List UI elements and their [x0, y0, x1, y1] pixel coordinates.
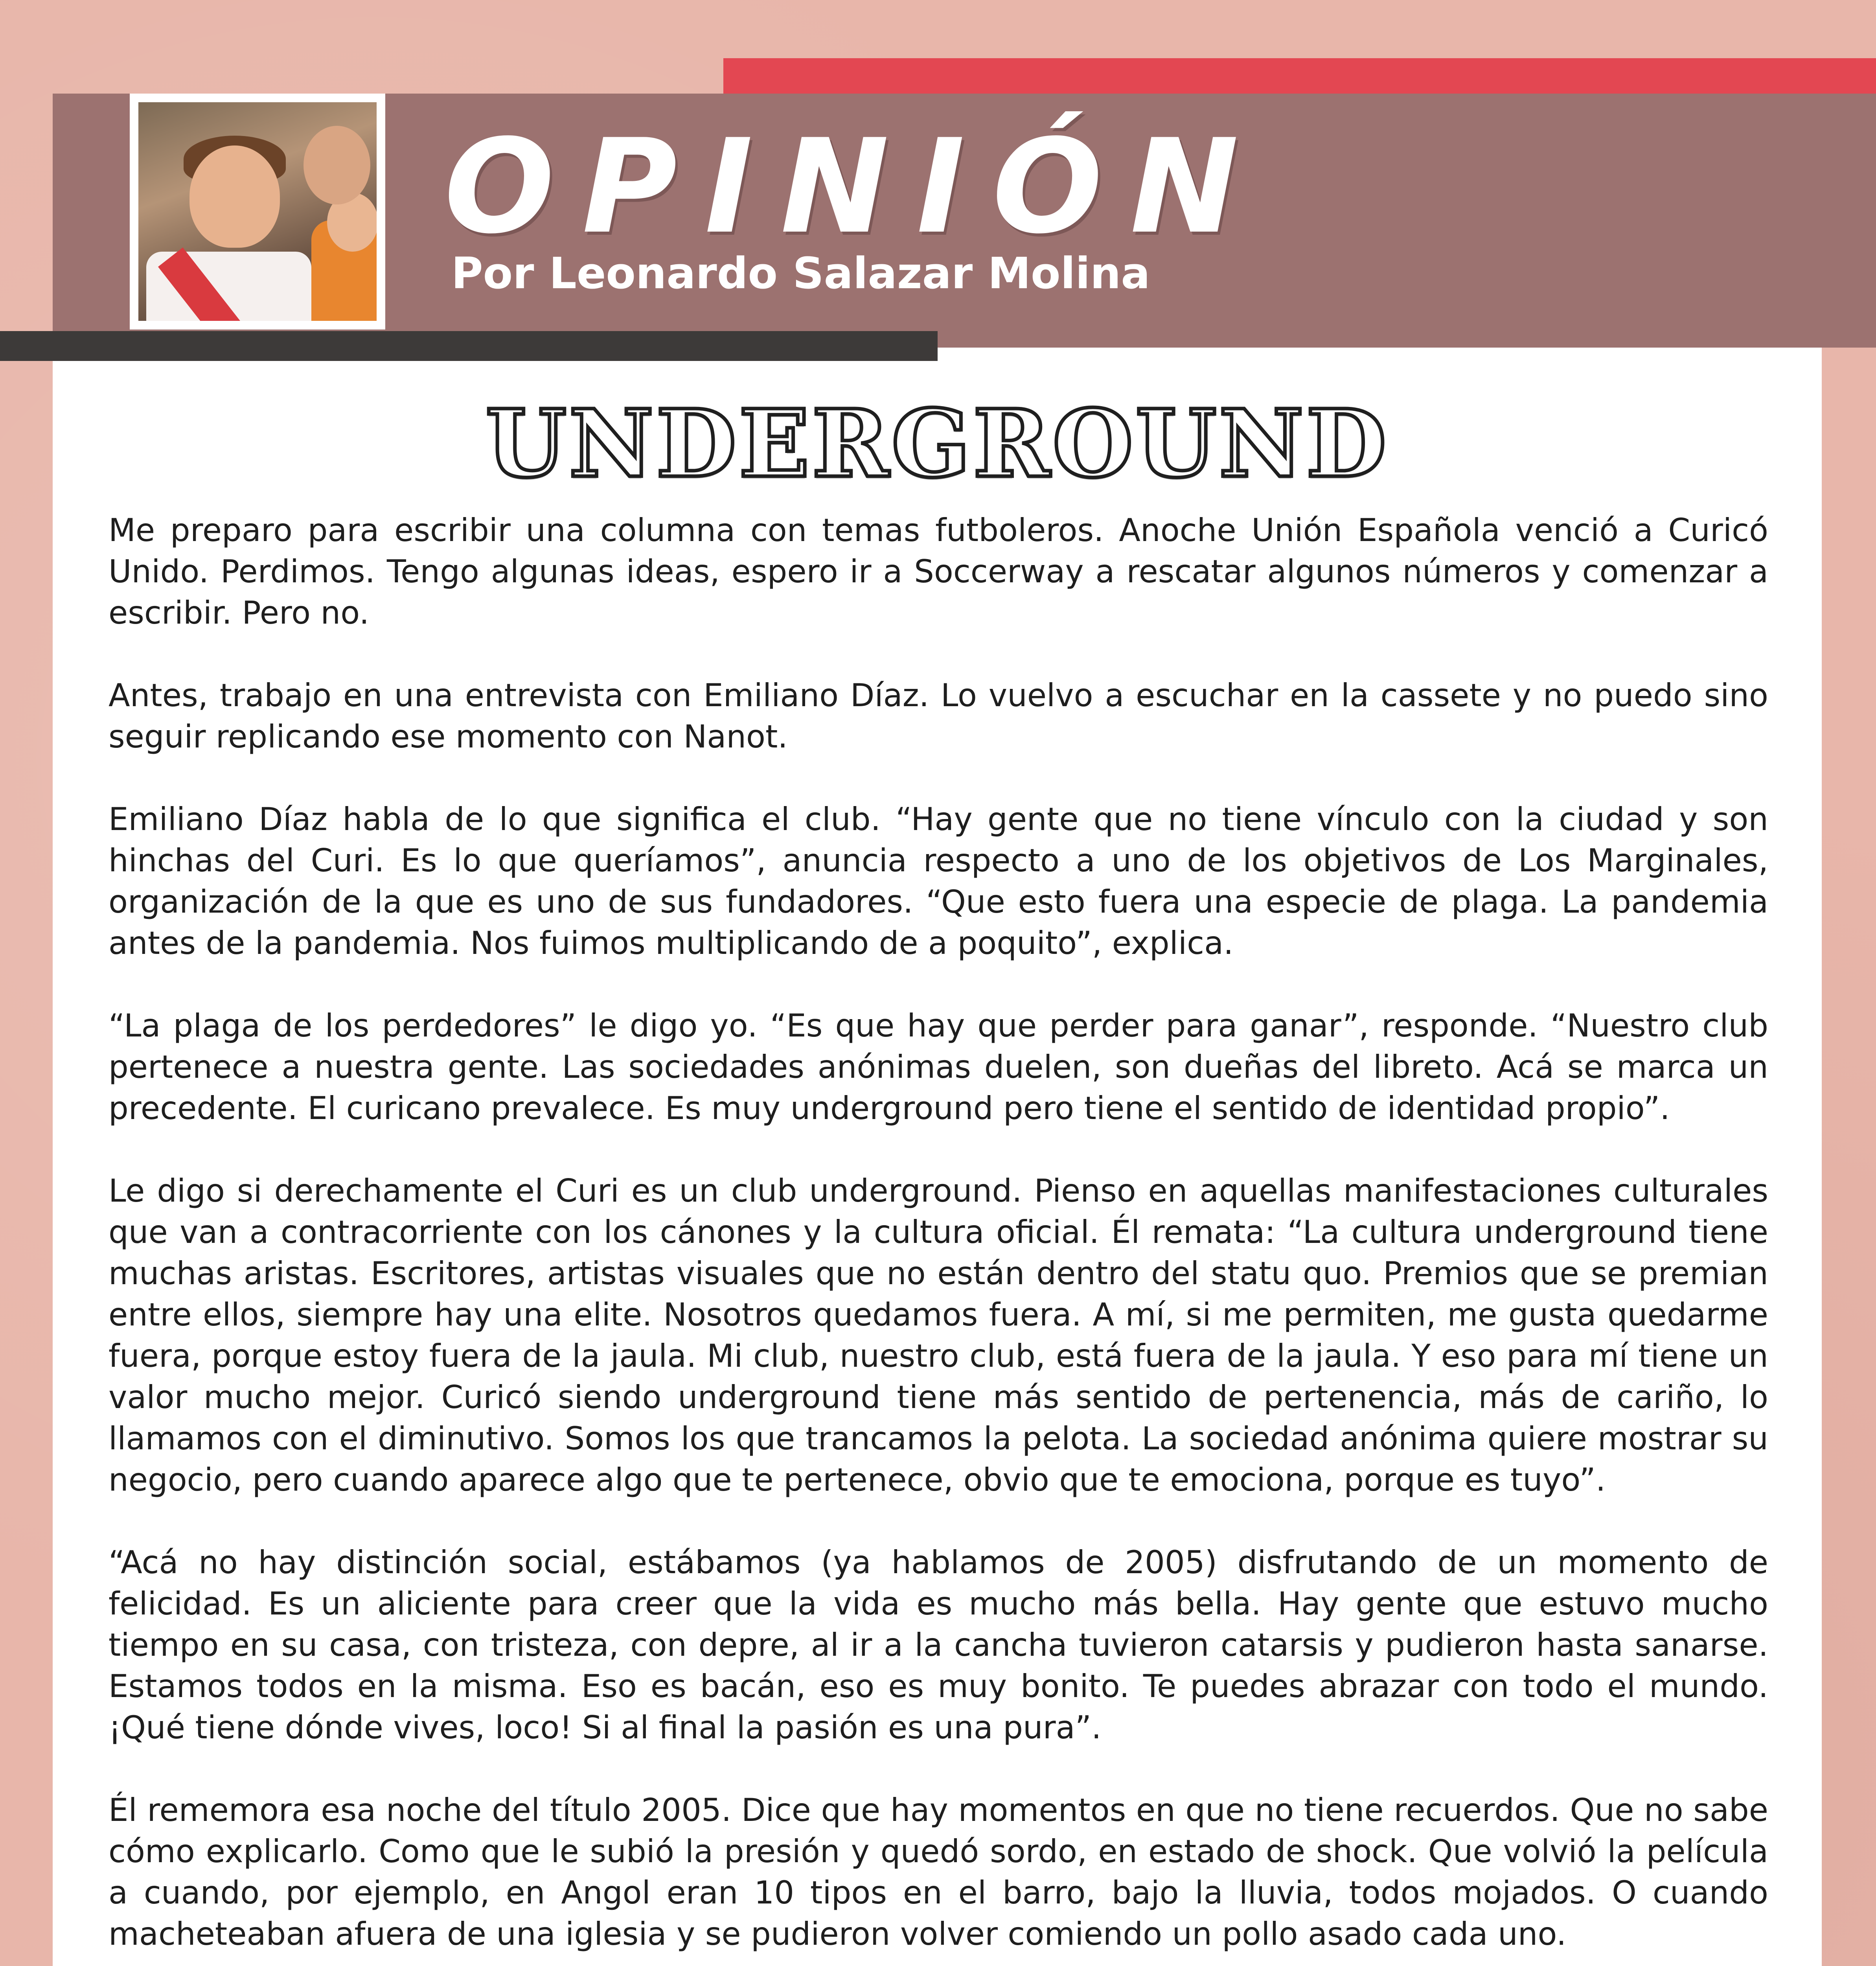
article-paragraph: Le digo si derechamente el Curi es un club underground. Pienso en aquellas manifestaciones culturales que van a contracorriente con los cánones y la cultura oficial. Él remata: “La cultura underground tiene muchas aristas. Escritores, artistas visuales que no están dentro del statu quo. Premios que se premian entre ellos, siempre hay una elite. Nosotros quedamos fuera. A mí, si me permiten, me gusta quedarme fuera, porque estoy fuera de la jaula. Mi club, nuestro club, está fuera de la jaula. Y eso para mí tiene un valor mucho mejor. Curicó siendo underground tiene más sentido de pertenencia, más de cariño, lo llamamos con el diminutivo. Somos los que trancamos la pelota. La sociedad anónima quiere mostrar su negocio, pero cuando aparece algo que te pertenece, obvio que te emociona, porque es tuyo”.: [109, 1173, 1768, 1498]
article-paragraph: Emiliano Díaz habla de lo que significa el club. “Hay gente que no tiene vínculo con la ciudad y son hinchas del Curi. Es lo que queríamos”, anuncia respecto a uno de los objetivos de Los Marginales, organización de la que es uno de sus fundadores. “Que esto fuera una especie de plaga. La pandemia antes de la pandemia. Nos fuimos multiplicando de a poquito”, explica.: [109, 801, 1768, 961]
header-divider-bar: [0, 331, 938, 361]
article-paragraph: Me preparo para escribir una columna con temas futboleros. Anoche Unión Española venció a Curicó Unido. Perdimos. Tengo algunas ideas, espero ir a Soccerway a rescatar algunos números y comenzar a escribir. Pero no.: [109, 512, 1768, 631]
author-photo-image: [138, 102, 377, 321]
article-body: [109, 510, 1768, 1966]
article-headline: UNDERGROUND: [486, 389, 1389, 498]
article-paragraph: Él rememora esa noche del título 2005. Dice que hay momentos en que no tiene recuerdos. Que no sabe cómo explicarlo. Como que le subió la presión y quedó sordo, en estado de shock. Que volvió la película a cuando, por ejemplo, en Angol eran 10 tipos en el barro, bajo la lluvia, todos mojados. O cuando macheteaban afuera de una iglesia y se pudieron volver comiendo un pollo asado cada uno.: [109, 1792, 1768, 1952]
article-paragraph: “La plaga de los perdedores” le digo yo. “Es que hay que perder para ganar”, responde. “Nuestro club pertenece a nuestra gente. Las sociedades anónimas duelen, son dueñas del libreto. Acá se marca un precedente. El curicano prevalece. Es muy underground pero tiene el sentido de identidad propio”.: [109, 1007, 1768, 1127]
author-byline: Por Leonardo Salazar Molina: [451, 248, 1150, 298]
article-paragraph: Antes, trabajo en una entrevista con Emiliano Díaz. Lo vuelvo a escuchar en la cassete y no puedo sino seguir replicando ese momento con Nanot.: [109, 677, 1768, 755]
article-paragraph: “Acá no hay distinción social, estábamos (ya hablamos de 2005) disfrutando de un momento de felicidad. Es un aliciente para creer que la vida es mucho más bella. Hay gente que estuvo mucho tiempo en su casa, con tristeza, con depre, al ir a la cancha tuvieron catarsis y pudieron hasta sanarse. Estamos todos en la misma. Eso es bacán, eso es muy bonito. Te puedes abrazar con todo el mundo. ¡Qué tiene dónde vives, loco! Si al final la pasión es una pura”.: [109, 1544, 1768, 1746]
section-title: OPINIÓN: [444, 111, 1266, 262]
author-photo: [130, 94, 385, 330]
